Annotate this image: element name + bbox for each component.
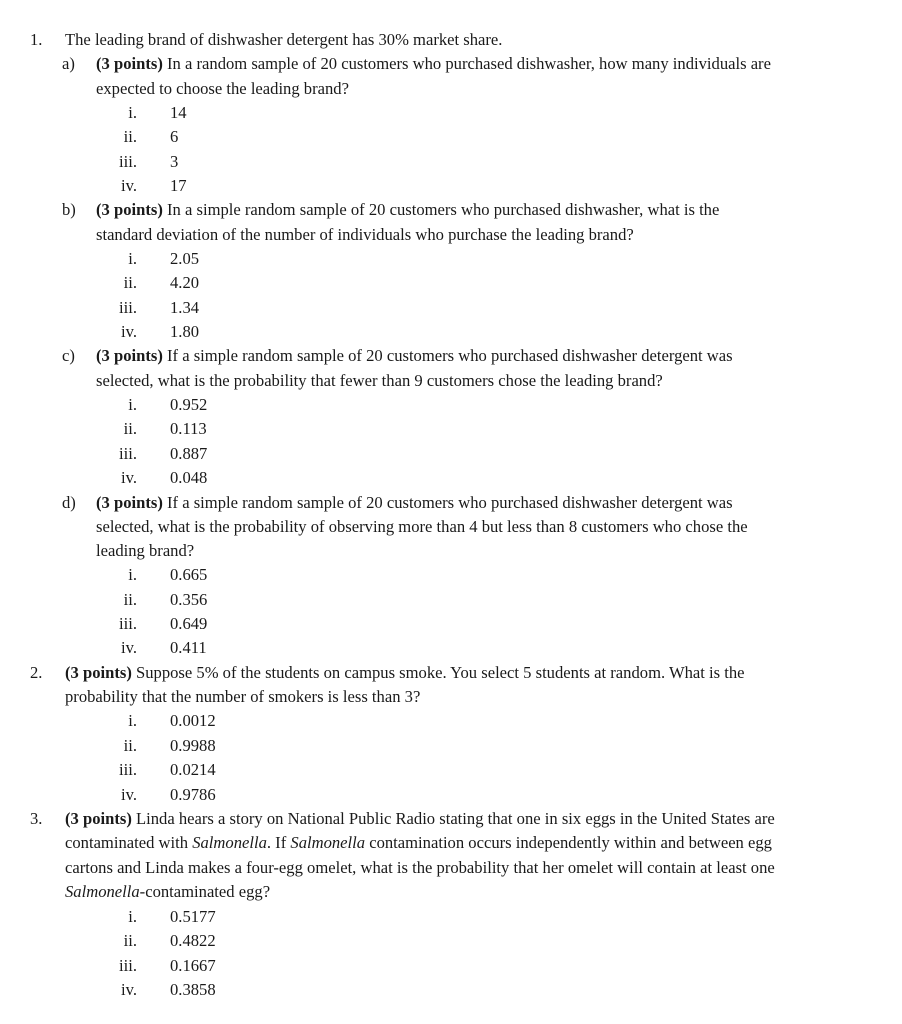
option-value: 1.34 bbox=[170, 298, 200, 317]
question-2 bbox=[30, 663, 745, 683]
question-3-cont3: Salmonella-contaminated egg? bbox=[65, 882, 271, 901]
subquestion-d bbox=[62, 493, 733, 513]
question-number: 2. bbox=[30, 663, 43, 682]
italic-term: Salmonella bbox=[65, 882, 140, 901]
subquestion-letter: b) bbox=[62, 200, 76, 219]
subquestion-text: If a simple random sample of 20 customers who purchased dishwasher detergent was bbox=[167, 493, 733, 512]
option-value: 0.9988 bbox=[170, 736, 216, 755]
option-value: 0.048 bbox=[170, 468, 208, 487]
subquestion-letter: a) bbox=[62, 54, 75, 73]
option-value: 0.0012 bbox=[170, 711, 216, 730]
option-value: 0.9786 bbox=[170, 785, 216, 804]
option-numeral: iii. bbox=[119, 956, 137, 975]
option-value: 3 bbox=[170, 152, 179, 171]
question-text: Linda hears a story on National Public Radio stating that one in six eggs in the United States are bbox=[136, 809, 775, 828]
question-2-cont: probability that the number of smokers is less than 3? bbox=[65, 687, 421, 706]
option-numeral: i. bbox=[128, 249, 137, 268]
option-numeral: ii. bbox=[123, 127, 137, 146]
option-value: 0.0214 bbox=[170, 760, 216, 779]
points-label: (3 points) bbox=[96, 200, 163, 219]
option-numeral: iii. bbox=[119, 760, 137, 779]
question-number: 3. bbox=[30, 809, 43, 828]
question-3 bbox=[30, 809, 775, 829]
question-text: The leading brand of dishwasher detergent has 30% market share. bbox=[65, 30, 503, 49]
option-value: 1.80 bbox=[170, 322, 200, 341]
option-numeral: iv. bbox=[121, 785, 137, 804]
subquestion-d-cont2: leading brand? bbox=[96, 541, 195, 560]
option-numeral: ii. bbox=[123, 931, 137, 950]
subquestion-text: In a simple random sample of 20 customers who purchased dishwasher, what is the bbox=[167, 200, 720, 219]
option-numeral: i. bbox=[128, 711, 137, 730]
option-numeral: iii. bbox=[119, 298, 137, 317]
option-numeral: ii. bbox=[123, 590, 137, 609]
subquestion-text: In a random sample of 20 customers who purchased dishwasher, how many individuals are bbox=[167, 54, 771, 73]
subquestion-letter: c) bbox=[62, 346, 75, 365]
option-value: 2.05 bbox=[170, 249, 200, 268]
option-value: 0.3858 bbox=[170, 980, 216, 999]
option-numeral: iv. bbox=[121, 322, 137, 341]
option-value: 6 bbox=[170, 127, 179, 146]
option-value: 0.649 bbox=[170, 614, 208, 633]
option-numeral: i. bbox=[128, 103, 137, 122]
option-numeral: ii. bbox=[123, 419, 137, 438]
points-label: (3 points) bbox=[96, 493, 163, 512]
option-numeral: iii. bbox=[119, 152, 137, 171]
subquestion-c bbox=[62, 346, 733, 366]
subquestion-a bbox=[62, 54, 771, 74]
option-value: 0.665 bbox=[170, 565, 208, 584]
option-numeral: ii. bbox=[123, 273, 137, 292]
question-3-cont: contaminated with Salmonella. If Salmonella contamination occurs independently within and between egg bbox=[65, 833, 772, 852]
points-label: (3 points) bbox=[96, 54, 163, 73]
option-numeral: iv. bbox=[121, 468, 137, 487]
option-numeral: iv. bbox=[121, 638, 137, 657]
option-value: 0.411 bbox=[170, 638, 207, 657]
option-numeral: i. bbox=[128, 395, 137, 414]
option-numeral: iv. bbox=[121, 176, 137, 195]
points-label: (3 points) bbox=[65, 809, 132, 828]
italic-term: Salmonella bbox=[192, 833, 267, 852]
option-numeral: ii. bbox=[123, 736, 137, 755]
option-value: 0.5177 bbox=[170, 907, 216, 926]
subquestion-d-cont: selected, what is the probability of observing more than 4 but less than 8 customers who chose the bbox=[96, 517, 748, 536]
points-label: (3 points) bbox=[96, 346, 163, 365]
subquestion-b-cont: standard deviation of the number of individuals who purchase the leading brand? bbox=[96, 225, 634, 244]
option-value: 4.20 bbox=[170, 273, 200, 292]
option-value: 0.4822 bbox=[170, 931, 216, 950]
question-3-cont2: cartons and Linda makes a four-egg omelet, what is the probability that her omelet will contain at least one bbox=[65, 858, 775, 877]
option-numeral: iii. bbox=[119, 444, 137, 463]
subquestion-b bbox=[62, 200, 720, 220]
option-numeral: iii. bbox=[119, 614, 137, 633]
question-number: 1. bbox=[30, 30, 43, 49]
question-1-stem bbox=[30, 30, 503, 50]
option-value: 0.113 bbox=[170, 419, 207, 438]
subquestion-a-cont: expected to choose the leading brand? bbox=[96, 79, 349, 98]
option-numeral: i. bbox=[128, 907, 137, 926]
option-value: 0.356 bbox=[170, 590, 208, 609]
italic-term: Salmonella bbox=[290, 833, 366, 852]
subquestion-text: If a simple random sample of 20 customers who purchased dishwasher detergent was bbox=[167, 346, 733, 365]
subquestion-letter: d) bbox=[62, 493, 76, 512]
points-label: (3 points) bbox=[65, 663, 132, 682]
option-value: 0.1667 bbox=[170, 956, 216, 975]
option-value: 17 bbox=[170, 176, 187, 195]
option-value: 14 bbox=[170, 103, 187, 122]
option-value: 0.952 bbox=[170, 395, 208, 414]
question-text: Suppose 5% of the students on campus smoke. You select 5 students at random. What is the bbox=[136, 663, 745, 682]
option-numeral: i. bbox=[128, 565, 137, 584]
option-numeral: iv. bbox=[121, 980, 137, 999]
option-value: 0.887 bbox=[170, 444, 208, 463]
subquestion-c-cont: selected, what is the probability that fewer than 9 customers chose the leading brand? bbox=[96, 371, 663, 390]
